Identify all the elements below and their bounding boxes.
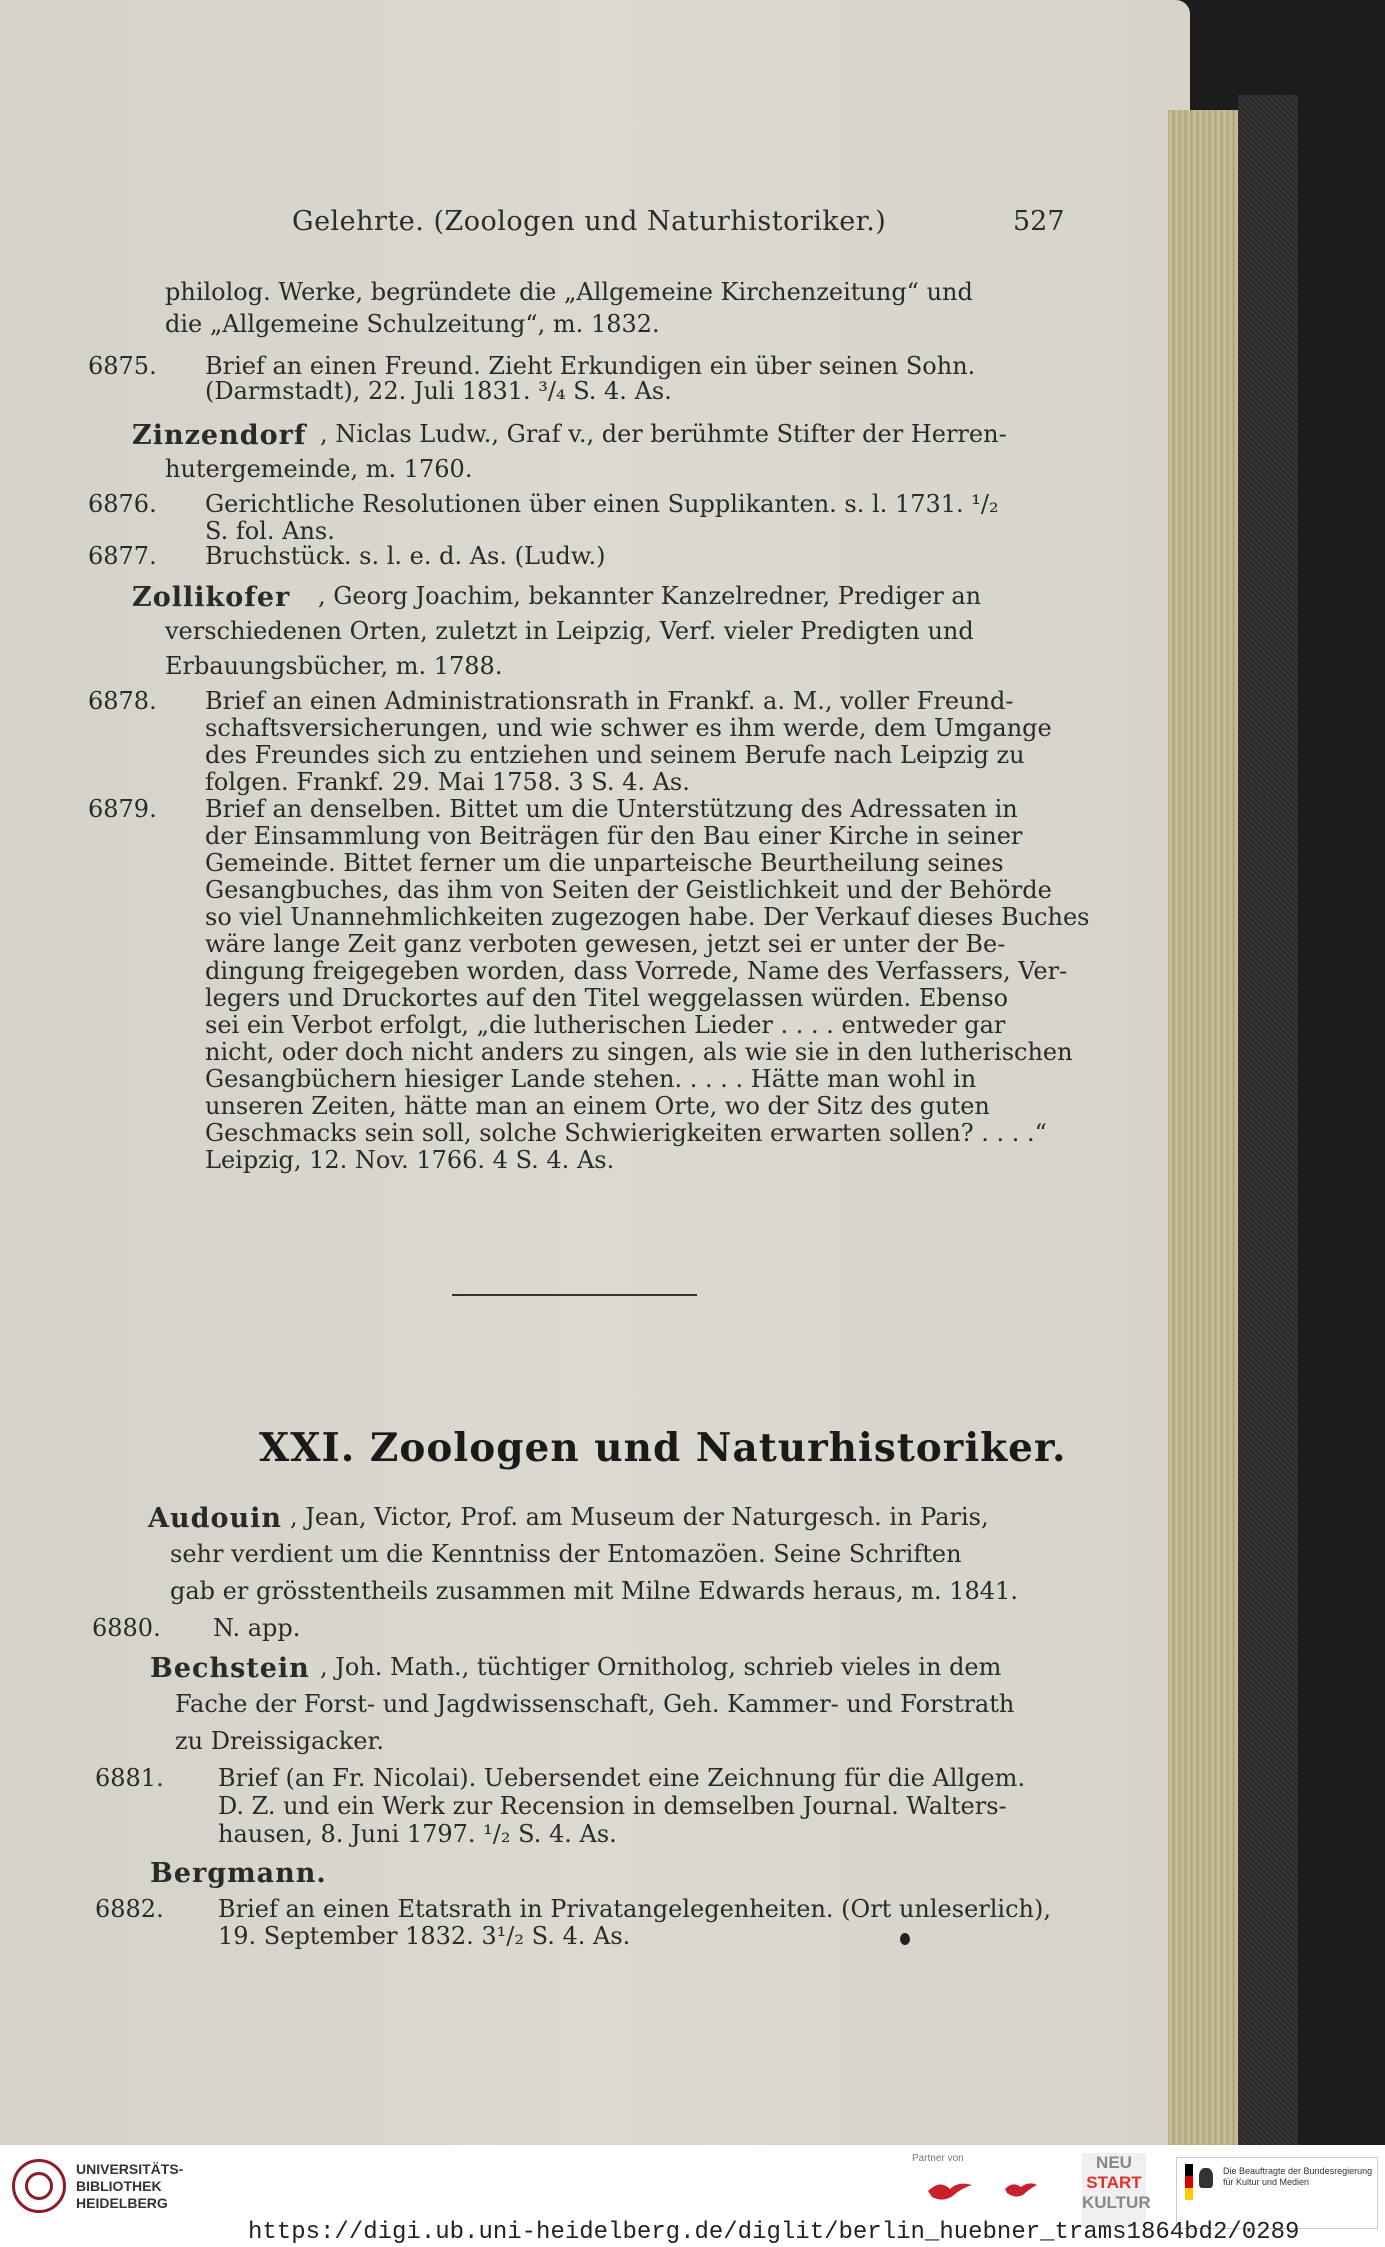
- neustart-kultur-logo[interactable]: NEU START KULTUR: [1082, 2153, 1146, 2227]
- text-line: Fache der Forst- und Jagdwissenschaft, Geh. Kammer- und Forstrath: [175, 1690, 1015, 1718]
- text-line: verschiedenen Orten, zuletzt in Leipzig, Verf. vieler Predigten und: [165, 617, 974, 645]
- eagle-icon: [1199, 2168, 1213, 2188]
- entry-number: 6877.: [88, 542, 157, 570]
- page-edge: [1168, 110, 1238, 2145]
- bird-logo-small-icon[interactable]: [1003, 2177, 1039, 2201]
- text-line: folgen. Frankf. 29. Mai 1758. 3 S. 4. As.: [205, 768, 690, 796]
- text-line: 19. September 1832. 3¹/₂ S. 4. As.: [218, 1922, 631, 1950]
- entry-number: 6878.: [88, 687, 157, 715]
- section-title: XXI. Zoologen und Naturhistoriker.: [259, 1425, 1067, 1471]
- text-line: Brief an einen Freund. Zieht Erkundigen ein über seinen Sohn.: [205, 352, 976, 380]
- university-logo-icon[interactable]: [12, 2159, 66, 2213]
- entry-number: 6875.: [88, 352, 157, 380]
- book-cover: [1238, 95, 1298, 2145]
- entry-headword: Bechstein: [150, 1653, 310, 1684]
- entry-number: 6880.: [92, 1614, 161, 1642]
- entry-headword: Zollikofer: [132, 582, 291, 613]
- text-line: so viel Unannehmlichkeiten zugezogen habe. Der Verkauf dieses Buches: [205, 903, 1090, 931]
- text-line: philolog. Werke, begründete die „Allgemeine Kirchenzeitung“ und: [165, 278, 973, 306]
- text-line: schaftsversicherungen, und wie schwer es ihm werde, dem Umgange: [205, 714, 1052, 742]
- text-line: Geschmacks sein soll, solche Schwierigkeiten erwarten sollen? . . . .“: [205, 1119, 1047, 1147]
- ink-spot: [900, 1933, 910, 1945]
- text-line: dingung freigegeben worden, dass Vorrede, Name des Verfassers, Ver-: [205, 957, 1068, 985]
- page-number: 527: [1013, 206, 1065, 237]
- text-line: legers und Druckortes auf den Titel weggelassen würden. Ebenso: [205, 984, 1009, 1012]
- government-label: Die Beauftragte der Bundesregierung für Kultur und Medien: [1223, 2166, 1373, 2187]
- text-line: hausen, 8. Juni 1797. ¹/₂ S. 4. As.: [218, 1820, 617, 1848]
- text-line: , Niclas Ludw., Graf v., der berühmte Stifter der Herren-: [320, 420, 1007, 448]
- text-line: des Freundes sich zu entziehen und seinem Berufe nach Leipzig zu: [205, 741, 1025, 769]
- text-line: der Einsammlung von Beiträgen für den Bau einer Kirche in seiner: [205, 822, 1023, 850]
- text-line: S. fol. Ans.: [205, 517, 335, 545]
- text-line: Brief (an Fr. Nicolai). Uebersendet eine Zeichnung für die Allgem.: [218, 1764, 1026, 1792]
- text-line: N. app.: [213, 1614, 301, 1642]
- text-line: sehr verdient um die Kenntniss der Entomazöen. Seine Schriften: [170, 1540, 962, 1568]
- section-divider: [452, 1294, 697, 1296]
- text-line: Brief an denselben. Bittet um die Unterstützung des Adressaten in: [205, 795, 1018, 823]
- text-line: zu Dreissigacker.: [175, 1727, 384, 1755]
- bird-logo-icon[interactable]: [926, 2175, 974, 2205]
- text-line: , Georg Joachim, bekannter Kanzelredner, Prediger an: [318, 582, 982, 610]
- text-line: wäre lange Zeit ganz verboten gewesen, jetzt sei er unter der Be-: [205, 930, 1006, 958]
- running-head: Gelehrte. (Zoologen und Naturhistoriker.): [292, 206, 887, 237]
- text-line: die „Allgemeine Schulzeitung“, m. 1832.: [165, 310, 660, 338]
- page-url[interactable]: https://digi.ub.uni-heidelberg.de/diglit/berlin_huebner_trams1864bd2/0289: [248, 2219, 1300, 2246]
- text-line: D. Z. und ein Werk zur Recension in demselben Journal. Walters-: [218, 1792, 1007, 1820]
- text-line: sei ein Verbot erfolgt, „die lutherischen Lieder . . . . entweder gar: [205, 1011, 1006, 1039]
- text-line: Gesangbuches, das ihm von Seiten der Geistlichkeit und der Behörde: [205, 876, 1052, 904]
- text-line: Leipzig, 12. Nov. 1766. 4 S. 4. As.: [205, 1146, 615, 1174]
- text-line: , Jean, Victor, Prof. am Museum der Naturgesch. in Paris,: [290, 1503, 989, 1531]
- text-line: Erbauungsbücher, m. 1788.: [165, 652, 503, 680]
- text-line: nicht, oder doch nicht anders zu singen, als wie sie in den lutherischen: [205, 1038, 1073, 1066]
- entry-number: 6876.: [88, 490, 157, 518]
- text-line: Brief an einen Administrationsrath in Frankf. a. M., voller Freund-: [205, 687, 1014, 715]
- entry-headword: Audouin: [148, 1503, 282, 1534]
- text-line: gab er grösstentheils zusammen mit Milne Edwards heraus, m. 1841.: [170, 1577, 1018, 1605]
- entry-number: 6879.: [88, 795, 157, 823]
- text-line: Gerichtliche Resolutionen über einen Supplikanten. s. l. 1731. ¹/₂: [205, 490, 999, 518]
- text-line: Gesangbüchern hiesiger Lande stehen. . . . . Hätte man wohl in: [205, 1065, 977, 1093]
- entry-number: 6881.: [95, 1764, 164, 1792]
- text-line: hutergemeinde, m. 1760.: [165, 455, 473, 483]
- flag-icon: [1185, 2164, 1193, 2200]
- text-line: Gemeinde. Bittet ferner um die unparteische Beurtheilung seines: [205, 849, 1004, 877]
- text-line: (Darmstadt), 22. Juli 1831. ³/₄ S. 4. As.: [205, 377, 672, 405]
- footer-bar: [0, 2145, 1385, 2247]
- university-name[interactable]: UNIVERSITÄTS- BIBLIOTHEK HEIDELBERG: [76, 2161, 184, 2211]
- entry-headword: Bergmann.: [150, 1858, 327, 1889]
- entry-number: 6882.: [95, 1895, 164, 1923]
- text-line: , Joh. Math., tüchtiger Ornitholog, schrieb vieles in dem: [320, 1653, 1002, 1681]
- text-line: Bruchstück. s. l. e. d. As. (Ludw.): [205, 542, 606, 570]
- entry-headword: Zinzendorf: [132, 420, 307, 451]
- partner-label: Partner von: [912, 2153, 964, 2164]
- text-line: Brief an einen Etatsrath in Privatangelegenheiten. (Ort unleserlich),: [218, 1895, 1051, 1923]
- text-line: unseren Zeiten, hätte man an einem Orte, wo der Sitz des guten: [205, 1092, 990, 1120]
